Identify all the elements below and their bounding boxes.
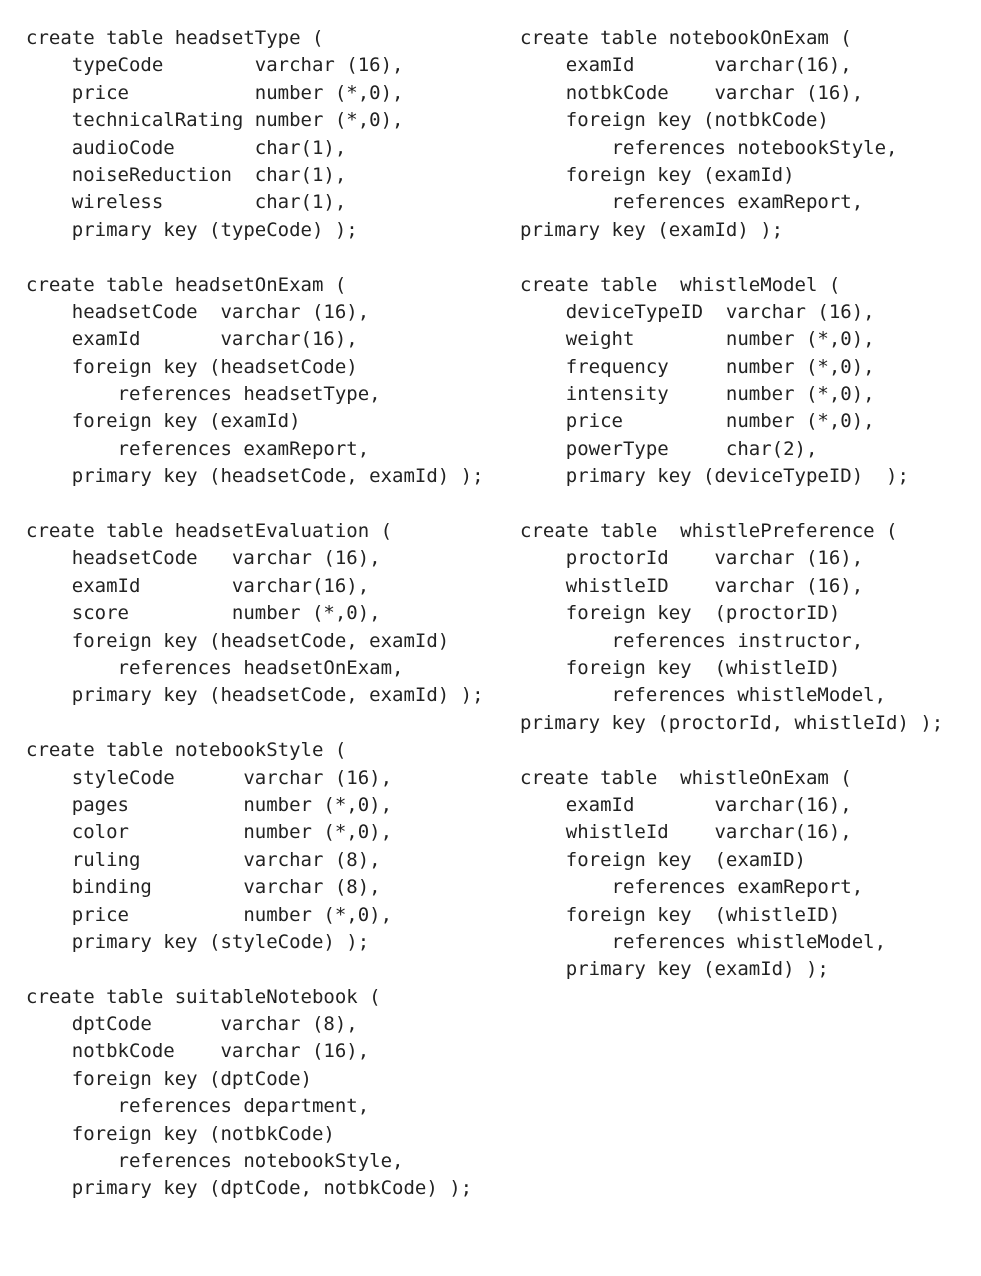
code-line: score number (*,0),	[26, 602, 381, 625]
code-line: foreign key (headsetCode)	[26, 355, 358, 378]
create-table-headsetEvaluation	[26, 518, 496, 710]
code-line: foreign key (whistleID)	[520, 656, 841, 679]
code-line: primary key (proctorId, whistleId) );	[520, 711, 944, 734]
code-line: foreign key (whistleID)	[520, 903, 841, 926]
code-line: examId varchar(16),	[26, 574, 370, 597]
code-line: create table notebookOnExam (	[520, 27, 852, 49]
create-table-whistleModel	[520, 272, 970, 491]
create-table-notebookOnExam	[520, 25, 970, 244]
code-line: typeCode varchar (16),	[26, 54, 404, 77]
code-line: foreign key (notbkCode)	[26, 1122, 335, 1145]
code-line: foreign key (proctorID)	[520, 602, 841, 625]
code-line: create table headsetEvaluation (	[26, 520, 393, 543]
code-line: primary key (deviceTypeID) );	[520, 465, 909, 488]
code-line: intensity number (*,0),	[520, 383, 875, 406]
code-line: proctorId varchar (16),	[520, 547, 864, 570]
code-line: styleCode varchar (16),	[26, 766, 393, 789]
code-line: primary key (typeCode) );	[26, 218, 358, 241]
code-line: foreign key (dptCode)	[26, 1067, 312, 1090]
right-column	[520, 25, 970, 1011]
code-line: color number (*,0),	[26, 821, 393, 844]
code-line: references headsetType,	[26, 383, 381, 406]
code-line: references examReport,	[520, 876, 864, 899]
code-line: references department,	[26, 1095, 370, 1118]
code-line: create table headsetType (	[26, 27, 324, 49]
code-line: references whistleModel,	[520, 930, 887, 953]
create-table-suitableNotebook	[26, 984, 496, 1203]
code-line: wireless char(1),	[26, 191, 347, 214]
code-line: create table whistleOnExam (	[520, 766, 852, 789]
code-line: technicalRating number (*,0),	[26, 109, 404, 132]
code-line: primary key (dptCode, notbkCode) );	[26, 1177, 473, 1200]
code-line: examId varchar(16),	[520, 54, 852, 77]
code-line: create table suitableNotebook (	[26, 985, 381, 1008]
code-line: primary key (examId) );	[520, 218, 784, 241]
code-line: ruling varchar (8),	[26, 848, 381, 871]
code-line: references headsetOnExam,	[26, 656, 404, 679]
code-line: foreign key (headsetCode, examId)	[26, 629, 450, 652]
code-line: foreign key (examId)	[26, 410, 301, 433]
code-line: references notebookStyle,	[520, 136, 898, 159]
code-line: foreign key (notbkCode)	[520, 109, 829, 132]
code-line: references instructor,	[520, 629, 864, 652]
code-line: weight number (*,0),	[520, 328, 875, 351]
code-line: whistleId varchar(16),	[520, 821, 852, 844]
code-line: create table headsetOnExam (	[26, 273, 347, 296]
code-line: create table notebookStyle (	[26, 739, 347, 762]
code-line: notbkCode varchar (16),	[520, 81, 864, 104]
code-line: create table whistleModel (	[520, 273, 841, 296]
code-line: primary key (headsetCode, examId) );	[26, 684, 484, 707]
code-line: audioCode char(1),	[26, 136, 347, 159]
code-line: notbkCode varchar (16),	[26, 1040, 370, 1063]
code-line: references whistleModel,	[520, 684, 887, 707]
code-line: dptCode varchar (8),	[26, 1013, 358, 1036]
code-line: primary key (examId) );	[520, 958, 829, 981]
code-line: references examReport,	[26, 437, 370, 460]
code-line: powerType char(2),	[520, 437, 818, 460]
code-line: noiseReduction char(1),	[26, 163, 347, 186]
create-table-whistlePreference	[520, 518, 970, 737]
code-line: create table whistlePreference (	[520, 520, 898, 543]
create-table-whistleOnExam	[520, 765, 970, 984]
code-line: references notebookStyle,	[26, 1150, 404, 1173]
code-line: pages number (*,0),	[26, 793, 393, 816]
code-line: price number (*,0),	[26, 903, 393, 926]
create-table-notebookStyle	[26, 737, 496, 956]
code-line: frequency number (*,0),	[520, 355, 875, 378]
create-table-headsetOnExam	[26, 272, 496, 491]
code-line: binding varchar (8),	[26, 876, 381, 899]
code-line: headsetCode varchar (16),	[26, 547, 381, 570]
create-table-headsetType	[26, 25, 496, 244]
code-line: primary key (styleCode) );	[26, 930, 370, 953]
code-line: headsetCode varchar (16),	[26, 300, 370, 323]
code-line: examId varchar(16),	[26, 328, 358, 351]
code-line: foreign key (examId)	[520, 163, 795, 186]
code-line: foreign key (examID)	[520, 848, 806, 871]
code-line: whistleID varchar (16),	[520, 574, 864, 597]
code-line: primary key (headsetCode, examId) );	[26, 465, 484, 488]
code-line: examId varchar(16),	[520, 793, 852, 816]
code-line: deviceTypeID varchar (16),	[520, 300, 875, 323]
code-line: price number (*,0),	[520, 410, 875, 433]
left-column	[26, 25, 496, 1230]
code-line: price number (*,0),	[26, 81, 404, 104]
code-line: references examReport,	[520, 191, 864, 214]
